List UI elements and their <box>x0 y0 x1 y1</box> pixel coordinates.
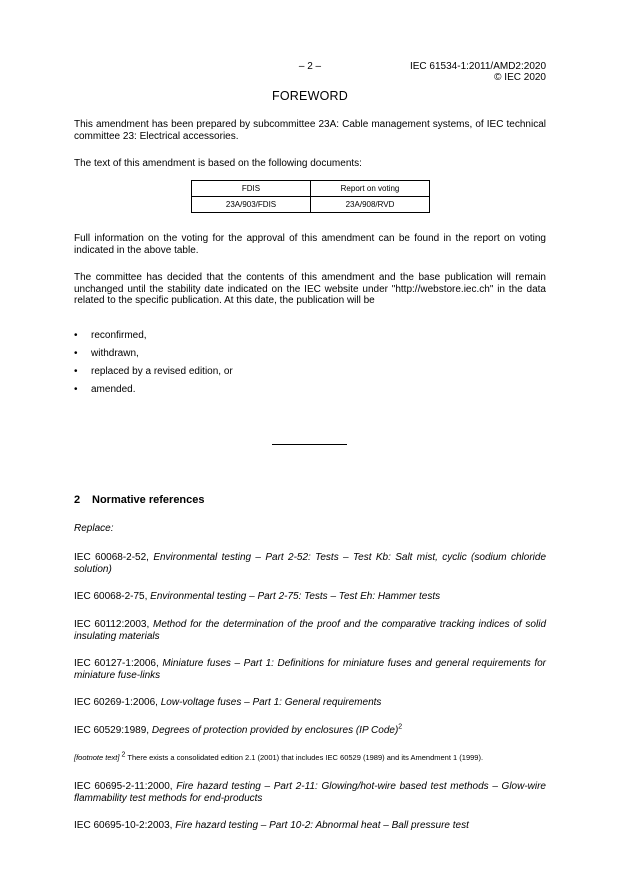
document-identifier <box>410 61 546 83</box>
reference-id: IEC 60695-2-11:2000, <box>74 781 173 792</box>
table-cell-fdis: 23A/903/FDIS <box>192 197 311 213</box>
reference-id: IEC 60068-2-52, <box>74 552 149 563</box>
reference-item <box>74 697 546 709</box>
footnote-marker: 2 <box>398 723 403 731</box>
table-row <box>192 197 430 213</box>
reference-id: IEC 60127-1:2006, <box>74 658 159 669</box>
footnote-label: [footnote text] <box>74 753 120 762</box>
list-item <box>74 384 374 402</box>
reference-id: IEC 60695-10-2:2003, <box>74 820 173 831</box>
reference-title: Method for the determination of the proof and the comparative tracking indices of solid insulating materials <box>74 619 546 642</box>
section-heading <box>74 494 205 507</box>
foreword-paragraph-1: This amendment has been prepared by subcommittee 23A: Cable management systems, of IEC technical committee 23: Electrical accessories. <box>74 119 546 142</box>
reference-title: Degrees of protection provided by enclosures (IP Code) <box>151 725 399 736</box>
copyright-line: © IEC 2020 <box>494 72 546 83</box>
reference-id: IEC 60068-2-75, <box>74 591 148 602</box>
reference-item <box>74 725 546 737</box>
reference-id: IEC 60112:2003, <box>74 619 150 630</box>
reference-item <box>74 658 546 681</box>
bullet-icon: • <box>74 330 78 341</box>
list-item <box>74 348 374 366</box>
section-title: Normative references <box>92 494 205 506</box>
foreword-paragraph-2: The text of this amendment is based on the following documents: <box>74 158 362 169</box>
reference-title: Fire hazard testing – Part 10-2: Abnormal heat – Ball pressure test <box>175 820 469 831</box>
list-item-text: reconfirmed, <box>91 330 147 341</box>
list-item-text: replaced by a revised edition, or <box>91 366 233 377</box>
publication-status-list <box>74 330 374 402</box>
reference-title: Fire hazard testing – Part 2-11: Glowing/hot-wire based test methods – Glow-wire flammability test methods for end-products <box>74 781 546 804</box>
section-number: 2 <box>74 494 81 506</box>
reference-id: IEC 60529:1989, <box>74 725 150 736</box>
reference-item <box>74 552 546 575</box>
reference-id: IEC 60269-1:2006, <box>74 697 158 708</box>
reference-item <box>74 619 546 642</box>
foreword-title: FOREWORD <box>272 89 348 103</box>
list-item <box>74 366 374 384</box>
table-header-fdis: FDIS <box>192 181 311 197</box>
doc-id-line: IEC 61534-1:2011/AMD2:2020 <box>409 61 546 72</box>
bullet-icon: • <box>74 366 78 377</box>
foreword-paragraph-4: The committee has decided that the contents of this amendment and the base publication will remain unchanged until the stability date indicated on the IEC website under "http://webstore.iec.ch" in the data related to the specific publication. At this date, the publication will be <box>74 272 546 306</box>
voting-documents-table <box>191 180 430 213</box>
list-item <box>74 330 374 348</box>
table-header-report: Report on voting <box>311 181 430 197</box>
replace-instruction: Replace: <box>74 523 114 534</box>
list-item-text: amended. <box>91 384 136 395</box>
footnote-mark: 2 <box>121 751 126 759</box>
footnote <box>74 753 546 762</box>
reference-title: Environmental testing – Part 2-52: Tests – Test Kb: Salt mist, cyclic (sodium chloride solution) <box>74 552 547 575</box>
separator-line <box>272 444 347 445</box>
reference-title: Environmental testing – Part 2-75: Tests – Test Eh: Hammer tests <box>150 591 441 602</box>
reference-item <box>74 591 546 603</box>
reference-item <box>74 820 546 832</box>
reference-item <box>74 781 546 804</box>
table-cell-rvd: 23A/908/RVD <box>311 197 430 213</box>
foreword-paragraph-3: Full information on the voting for the approval of this amendment can be found in the report on voting indicated in the above table. <box>74 233 546 256</box>
reference-title: Low-voltage fuses – Part 1: General requirements <box>160 697 382 708</box>
reference-title: Miniature fuses – Part 1: Definitions for miniature fuses and general requirements for miniature fuse-links <box>74 658 546 681</box>
table-header-row <box>192 181 430 197</box>
list-item-text: withdrawn, <box>91 348 139 359</box>
bullet-icon: • <box>74 384 78 395</box>
bullet-icon: • <box>74 348 78 359</box>
footnote-text: There exists a consolidated edition 2.1 (2001) that includes IEC 60529 (1989) and its Amendment 1 (1999). <box>127 753 484 762</box>
page-number: – 2 – <box>298 61 322 72</box>
